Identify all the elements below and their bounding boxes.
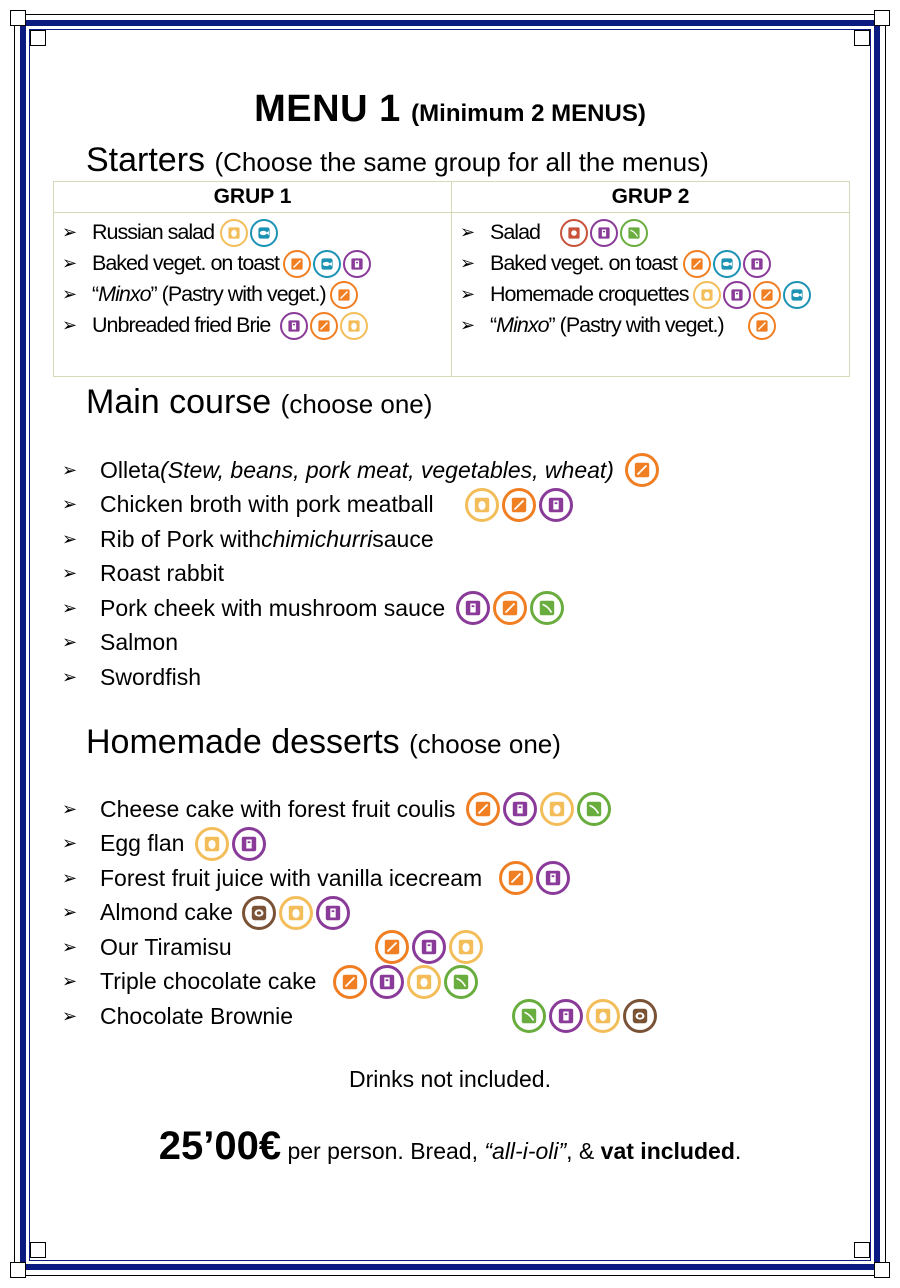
bullet-arrow-icon: ➢ bbox=[62, 1005, 78, 1026]
milk-icon bbox=[456, 591, 490, 625]
egg-icon bbox=[279, 896, 313, 930]
milk-icon bbox=[232, 827, 266, 861]
starters-table bbox=[53, 181, 850, 377]
starters-heading bbox=[86, 141, 709, 180]
drinks-note: Drinks not included. bbox=[349, 1066, 551, 1092]
price-period: . bbox=[734, 1138, 742, 1164]
allergen-icons bbox=[278, 312, 368, 340]
item-name: Chocolate Brownie bbox=[100, 1002, 294, 1029]
item-text-suffix: sauce bbox=[372, 525, 434, 552]
bullet-arrow-icon: ➢ bbox=[62, 284, 78, 304]
gluten-icon bbox=[330, 281, 358, 309]
list-item bbox=[62, 557, 659, 592]
allergen-icons bbox=[328, 281, 358, 309]
item-name-italic: Minxo bbox=[98, 282, 151, 306]
bullet-arrow-icon: ➢ bbox=[62, 222, 78, 242]
group2-header: GRUP 2 bbox=[452, 182, 850, 213]
allergen-icons bbox=[496, 861, 570, 895]
group2-cell bbox=[452, 213, 850, 377]
list-item bbox=[62, 965, 657, 1000]
bullet-arrow-icon: ➢ bbox=[62, 253, 78, 273]
item-text-suffix: ” (Pastry with veget.) bbox=[150, 282, 326, 306]
corner-mark bbox=[10, 1262, 26, 1278]
egg-icon bbox=[195, 827, 229, 861]
item-name: Almond cake bbox=[100, 899, 233, 926]
main-course-list bbox=[62, 453, 659, 695]
fish-icon bbox=[313, 250, 341, 278]
list-item bbox=[62, 660, 659, 695]
list-item bbox=[62, 310, 451, 341]
corner-mark bbox=[874, 10, 890, 26]
egg-icon bbox=[220, 219, 248, 247]
celery-icon bbox=[444, 965, 478, 999]
gluten-icon bbox=[625, 453, 659, 487]
fish-icon bbox=[250, 219, 278, 247]
gluten-icon bbox=[283, 250, 311, 278]
list-item bbox=[62, 792, 657, 827]
item-text-prefix: “ bbox=[92, 282, 99, 306]
starters-heading-text: Starters bbox=[86, 141, 206, 179]
allioli-text: “all-i-oli” bbox=[484, 1138, 567, 1164]
list-item bbox=[460, 279, 849, 310]
item-name: Roast rabbit bbox=[100, 560, 225, 587]
item-text-prefix: “ bbox=[490, 313, 497, 337]
milk-icon bbox=[536, 861, 570, 895]
list-item bbox=[62, 248, 451, 279]
milk-icon bbox=[549, 999, 583, 1033]
bullet-arrow-icon: ➢ bbox=[62, 528, 78, 549]
milk-icon bbox=[539, 488, 573, 522]
milk-icon bbox=[503, 792, 537, 826]
item-name: Russian salad bbox=[92, 220, 215, 244]
egg-icon bbox=[407, 965, 441, 999]
list-item bbox=[460, 217, 849, 248]
item-name: Unbreaded fried Brie bbox=[92, 313, 271, 337]
bullet-arrow-icon: ➢ bbox=[62, 563, 78, 584]
milk-icon bbox=[316, 896, 350, 930]
bullet-arrow-icon: ➢ bbox=[62, 971, 78, 992]
egg-icon bbox=[465, 488, 499, 522]
allergen-icons bbox=[622, 453, 659, 487]
list-item bbox=[62, 522, 659, 557]
item-name: Swordfish bbox=[100, 663, 201, 690]
allergen-icons bbox=[681, 250, 771, 278]
bullet-arrow-icon: ➢ bbox=[62, 597, 78, 618]
price-amp: & bbox=[572, 1138, 601, 1164]
bullet-arrow-icon: ➢ bbox=[62, 936, 78, 957]
main-course-heading bbox=[86, 383, 432, 422]
fish-icon bbox=[783, 281, 811, 309]
milk-icon bbox=[412, 930, 446, 964]
gluten-icon bbox=[493, 591, 527, 625]
list-item bbox=[62, 626, 659, 661]
item-name: Forest fruit juice with vanilla icecream bbox=[100, 864, 483, 891]
main-course-subheading: (choose one) bbox=[280, 389, 433, 419]
gluten-icon bbox=[310, 312, 338, 340]
gluten-icon bbox=[333, 965, 367, 999]
menu-title bbox=[0, 88, 900, 131]
desserts-subheading: (choose one) bbox=[409, 729, 561, 759]
allergen-icons bbox=[453, 591, 564, 625]
group1-cell bbox=[54, 213, 452, 377]
milk-icon bbox=[280, 312, 308, 340]
item-name: Olleta bbox=[100, 456, 161, 483]
bullet-arrow-icon: ➢ bbox=[460, 315, 476, 335]
bullet-arrow-icon: ➢ bbox=[460, 222, 476, 242]
list-item bbox=[62, 591, 659, 626]
item-name: Cheese cake with forest fruit coulis bbox=[100, 795, 456, 822]
list-item bbox=[62, 827, 657, 862]
list-item bbox=[62, 217, 451, 248]
allergen-icons bbox=[192, 827, 266, 861]
bullet-arrow-icon: ➢ bbox=[62, 902, 78, 923]
list-item bbox=[460, 310, 849, 341]
allergen-icons bbox=[218, 219, 278, 247]
vat-text: vat included bbox=[600, 1138, 735, 1164]
list-item bbox=[62, 896, 657, 931]
allergen-icons bbox=[509, 999, 657, 1033]
bullet-arrow-icon: ➢ bbox=[62, 632, 78, 653]
allergen-icons bbox=[746, 312, 776, 340]
gluten-icon bbox=[466, 792, 500, 826]
milk-icon bbox=[743, 250, 771, 278]
item-name: Egg flan bbox=[100, 830, 185, 857]
allergen-icons bbox=[463, 792, 611, 826]
corner-mark bbox=[854, 1242, 870, 1258]
bullet-arrow-icon: ➢ bbox=[62, 494, 78, 515]
corner-mark bbox=[30, 30, 46, 46]
price-line bbox=[0, 1124, 900, 1169]
bullet-arrow-icon: ➢ bbox=[62, 315, 78, 335]
list-item bbox=[460, 248, 849, 279]
item-name-italic: chimichurri bbox=[261, 525, 373, 552]
celery-icon bbox=[530, 591, 564, 625]
gluten-icon bbox=[748, 312, 776, 340]
allergen-icons bbox=[330, 965, 478, 999]
allergen-icons bbox=[462, 488, 573, 522]
item-name: Our Tiramisu bbox=[100, 933, 232, 960]
corner-mark bbox=[874, 1262, 890, 1278]
egg-icon bbox=[340, 312, 368, 340]
bullet-arrow-icon: ➢ bbox=[62, 666, 78, 687]
gluten-icon bbox=[502, 488, 536, 522]
menu-title-main: MENU 1 bbox=[254, 88, 401, 130]
bullet-arrow-icon: ➢ bbox=[62, 798, 78, 819]
list-item bbox=[62, 488, 659, 523]
nuts-icon bbox=[242, 896, 276, 930]
allergen-icons bbox=[281, 250, 371, 278]
item-name-italic: Minxo bbox=[496, 313, 549, 337]
milk-icon bbox=[723, 281, 751, 309]
menu-title-note: (Minimum 2 MENUS) bbox=[411, 100, 646, 127]
list-item bbox=[62, 999, 657, 1034]
bullet-arrow-icon: ➢ bbox=[62, 459, 78, 480]
fish-icon bbox=[713, 250, 741, 278]
corner-mark bbox=[30, 1242, 46, 1258]
gluten-icon bbox=[753, 281, 781, 309]
list-item bbox=[62, 453, 659, 488]
price-comma: , bbox=[566, 1138, 573, 1164]
bullet-arrow-icon: ➢ bbox=[62, 833, 78, 854]
list-item bbox=[62, 279, 451, 310]
egg-icon bbox=[449, 930, 483, 964]
milk-icon bbox=[370, 965, 404, 999]
desserts-heading bbox=[86, 723, 561, 762]
item-name: Triple chocolate cake bbox=[100, 968, 317, 995]
list-item bbox=[62, 861, 657, 896]
item-name: Pork cheek with mushroom sauce bbox=[100, 594, 446, 621]
allergen-icons bbox=[239, 896, 350, 930]
list-item bbox=[62, 930, 657, 965]
celery-icon bbox=[512, 999, 546, 1033]
price-text: per person. Bread, bbox=[281, 1138, 485, 1164]
gluten-icon bbox=[683, 250, 711, 278]
allergen-icons bbox=[558, 219, 648, 247]
milk-icon bbox=[343, 250, 371, 278]
egg-icon bbox=[540, 792, 574, 826]
item-name: Baked veget. on toast bbox=[490, 251, 677, 275]
price-amount: 25’00€ bbox=[158, 1124, 282, 1168]
celery-icon bbox=[577, 792, 611, 826]
main-course-heading-text: Main course bbox=[86, 383, 272, 421]
corner-mark bbox=[10, 10, 26, 26]
gluten-icon bbox=[375, 930, 409, 964]
item-name: Chicken broth with pork meatball bbox=[100, 491, 434, 518]
item-name-italic: (Stew, beans, pork meat, vegetables, wheat) bbox=[160, 456, 614, 483]
corner-mark bbox=[854, 30, 870, 46]
milk-icon bbox=[590, 219, 618, 247]
group1-header: GRUP 1 bbox=[54, 182, 452, 213]
bullet-arrow-icon: ➢ bbox=[62, 867, 78, 888]
item-name: Salmon bbox=[100, 629, 178, 656]
gluten-icon bbox=[499, 861, 533, 895]
item-text-suffix: ” (Pastry with veget.) bbox=[548, 313, 724, 337]
egg-icon bbox=[586, 999, 620, 1033]
bullet-arrow-icon: ➢ bbox=[460, 284, 476, 304]
celery-icon bbox=[620, 219, 648, 247]
allergen-icons bbox=[691, 281, 811, 309]
egg-icon bbox=[693, 281, 721, 309]
item-name: Homemade croquettes bbox=[490, 282, 689, 306]
item-name: Baked veget. on toast bbox=[92, 251, 279, 275]
item-name: Salad bbox=[490, 220, 540, 244]
starters-subheading: (Choose the same group for all the menus) bbox=[214, 147, 709, 177]
bullet-arrow-icon: ➢ bbox=[460, 253, 476, 273]
allergen-icons bbox=[372, 930, 483, 964]
desserts-heading-text: Homemade desserts bbox=[86, 723, 400, 761]
item-name: Rib of Pork with bbox=[100, 525, 262, 552]
desserts-list bbox=[62, 792, 657, 1034]
mustard-icon bbox=[560, 219, 588, 247]
nuts-icon bbox=[623, 999, 657, 1033]
